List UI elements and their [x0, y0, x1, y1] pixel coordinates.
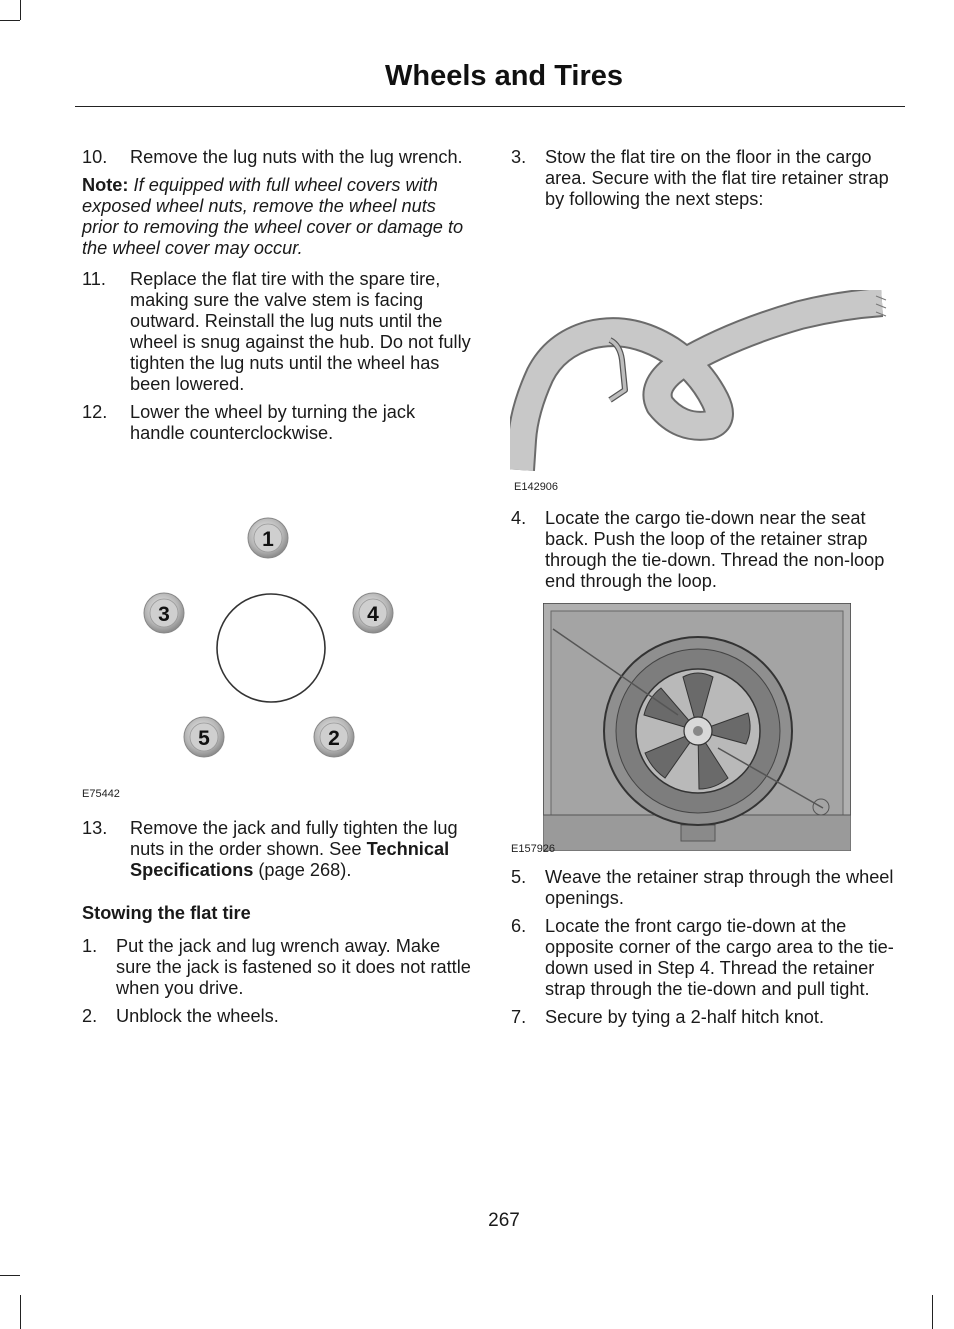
step-number: 10. — [82, 147, 108, 167]
step-12 — [82, 402, 474, 444]
step-text: Stow the flat tire on the floor in the cargo area. Secure with the flat tire retainer strap by following the next steps: — [545, 147, 889, 209]
figure-code: E75442 — [82, 788, 120, 800]
step-number: 3. — [511, 147, 527, 167]
step-text: Weave the retainer strap through the wheel openings. — [545, 867, 894, 908]
step-number: 7. — [511, 1007, 527, 1027]
technical-specifications-link[interactable]: Technical Specifications — [130, 839, 450, 880]
step-number: 13. — [82, 818, 108, 838]
lug-nut-order-diagram — [130, 505, 420, 775]
section-heading: Stowing the flat tire — [82, 903, 251, 923]
right-column-lower — [511, 867, 906, 1035]
crop-mark — [0, 1275, 20, 1276]
retainer-strap-illustration — [510, 290, 890, 480]
wheel-hub-circle — [217, 594, 325, 702]
stow-step-4 — [511, 508, 906, 592]
stow-step-7 — [511, 1007, 906, 1028]
step-text: Put the jack and lug wrench away. Make sure the jack is fastened so it does not rattle when you drive. — [116, 936, 471, 998]
stow-step-5 — [511, 867, 906, 909]
figure-code: E142906 — [514, 481, 559, 493]
lug-nut-label: 1 — [262, 528, 274, 551]
step-number: 5. — [511, 867, 527, 887]
right-column — [511, 147, 906, 217]
stow-step-6 — [511, 916, 906, 1000]
crop-mark — [20, 0, 21, 20]
lug-nut-5 — [184, 717, 224, 757]
step-number: 4. — [511, 508, 527, 528]
crop-mark — [0, 20, 20, 21]
stow-step-3 — [511, 147, 906, 210]
step-number: 6. — [511, 916, 527, 936]
step-number: 1. — [82, 936, 98, 956]
step-text: Unblock the wheels. — [116, 1006, 279, 1026]
step-number: 12. — [82, 402, 108, 422]
step-number: 2. — [82, 1006, 98, 1026]
left-column-lower — [82, 818, 474, 1034]
cargo-tire-illustration — [543, 603, 851, 851]
note — [82, 175, 474, 259]
right-column-mid — [511, 508, 906, 599]
lug-nut-label: 5 — [198, 727, 210, 750]
step-11 — [82, 269, 474, 395]
step-text: Secure by tying a 2-half hitch knot. — [545, 1007, 825, 1027]
step-10 — [82, 147, 474, 168]
page-number: 267 — [488, 1210, 520, 1231]
figure-code: E157926 — [511, 843, 556, 855]
step-13 — [82, 818, 474, 881]
lug-nut-label: 3 — [158, 603, 170, 626]
left-column — [82, 147, 474, 451]
stow-step-2 — [82, 1006, 474, 1027]
title-divider — [75, 106, 905, 107]
crop-mark — [932, 1295, 933, 1329]
step-text: Replace the flat tire with the spare tire, making sure the valve stem is facing outward. Reinstall the lug nuts until the wheel is snug against the hub. Do not fully tighten the lug nuts until the wheel has been lowered. — [130, 269, 471, 394]
step-number: 11. — [82, 269, 106, 289]
page-title: Wheels and Tires — [385, 60, 623, 92]
stow-step-1 — [82, 936, 474, 999]
step-text: Remove the jack and fully tighten the lug nuts in the order shown. See Technical Specifications (page 268). — [130, 818, 458, 880]
lug-nut-1 — [248, 518, 288, 558]
step-text: Remove the lug nuts with the lug wrench. — [130, 147, 463, 167]
lug-nut-label: 4 — [367, 603, 379, 626]
step-text: Locate the cargo tie-down near the seat back. Push the loop of the retainer strap through the tie-down. Thread the non-loop end through the loop. — [545, 508, 885, 591]
lug-nut-2 — [314, 717, 354, 757]
note-label: Note: — [82, 175, 129, 195]
crop-mark — [20, 1295, 21, 1329]
note-text: If equipped with full wheel covers with exposed wheel nuts, remove the wheel nuts prior to removing the wheel cover or damage to the wheel cover may occur. — [82, 175, 464, 258]
step-text: Locate the front cargo tie-down at the opposite corner of the cargo area to the tie-down used in Step 4. Thread the retainer strap through the tie-down and pull tight. — [545, 916, 894, 999]
lug-nut-label: 2 — [328, 727, 340, 750]
lug-nut-4 — [353, 593, 393, 633]
step-text: Lower the wheel by turning the jack handle counterclockwise. — [130, 402, 416, 443]
lug-nut-3 — [144, 593, 184, 633]
